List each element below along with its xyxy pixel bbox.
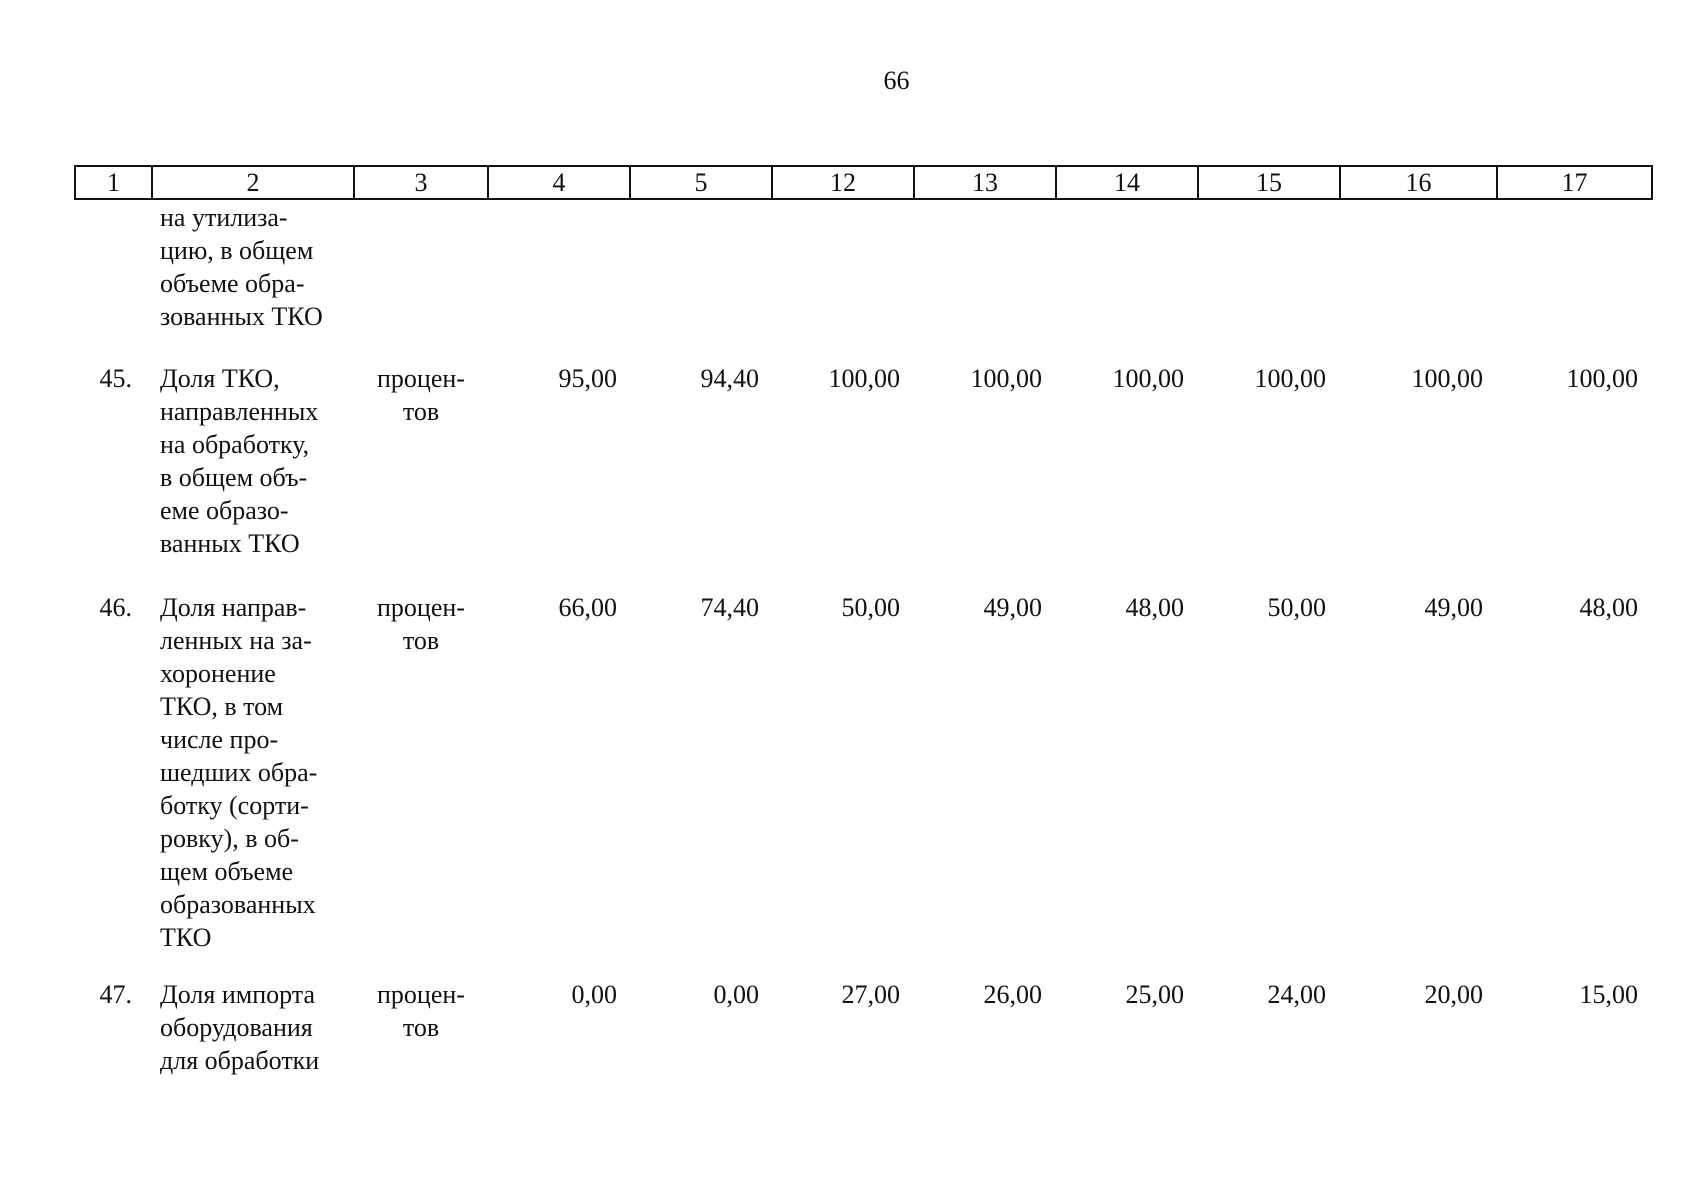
value-col-16: 49,00: [1424, 593, 1483, 622]
value-col-13: 26,00: [983, 980, 1042, 1009]
header-col-16: 16: [1340, 166, 1497, 199]
value-col-17: 100,00: [1566, 364, 1638, 393]
value-col-15: 24,00: [1267, 980, 1326, 1009]
column-number-header: [74, 165, 1653, 200]
indicator-name: Доля ТКО, направленных на обработку, в общем объ- еме образо- ванных ТКО: [160, 364, 319, 558]
header-col-2: 2: [152, 166, 354, 199]
value-col-5: 94,40: [700, 364, 759, 393]
header-col-13: 13: [914, 166, 1056, 199]
value-col-15: 100,00: [1254, 364, 1326, 393]
value-col-14: 48,00: [1125, 593, 1184, 622]
row-number: 45.: [99, 364, 132, 393]
indicator-name: Доля импорта оборудования для обработки: [160, 980, 320, 1075]
header-col-3: 3: [354, 166, 488, 199]
header-col-4: 4: [488, 166, 630, 199]
value-col-17: 15,00: [1579, 980, 1638, 1009]
value-col-13: 100,00: [970, 364, 1042, 393]
value-col-4: 66,00: [558, 593, 617, 622]
header-col-14: 14: [1056, 166, 1198, 199]
page-number: 66: [883, 66, 910, 95]
indicator-name: Доля направ- ленных на за- хоронение ТКО, в том числе про- шедших обра- ботку (сорти- ровку), в об- щем объеме образованных ТКО: [160, 593, 318, 952]
header-row: [75, 166, 1652, 199]
header-col-1: 1: [75, 166, 152, 199]
value-col-16: 100,00: [1411, 364, 1483, 393]
value-col-16: 20,00: [1424, 980, 1483, 1009]
value-col-12: 100,00: [828, 364, 900, 393]
header-col-12: 12: [772, 166, 914, 199]
value-col-12: 50,00: [841, 593, 900, 622]
value-col-17: 48,00: [1579, 593, 1638, 622]
value-col-5: 0,00: [713, 980, 759, 1009]
header-col-15: 15: [1198, 166, 1340, 199]
value-col-4: 0,00: [571, 980, 617, 1009]
value-col-4: 95,00: [558, 364, 617, 393]
unit-of-measure: процен- тов: [377, 593, 465, 655]
value-col-12: 27,00: [841, 980, 900, 1009]
continuation-indicator-name: на утилиза- цию, в общем объеме обра- зованных ТКО: [160, 203, 323, 331]
header-col-17: 17: [1497, 166, 1652, 199]
value-col-14: 25,00: [1125, 980, 1184, 1009]
unit-of-measure: процен- тов: [377, 364, 465, 426]
value-col-14: 100,00: [1112, 364, 1184, 393]
header-col-5: 5: [630, 166, 772, 199]
value-col-15: 50,00: [1267, 593, 1326, 622]
row-number: 46.: [99, 593, 132, 622]
value-col-5: 74,40: [700, 593, 759, 622]
value-col-13: 49,00: [983, 593, 1042, 622]
row-number: 47.: [99, 980, 132, 1009]
unit-of-measure: процен- тов: [377, 980, 465, 1042]
